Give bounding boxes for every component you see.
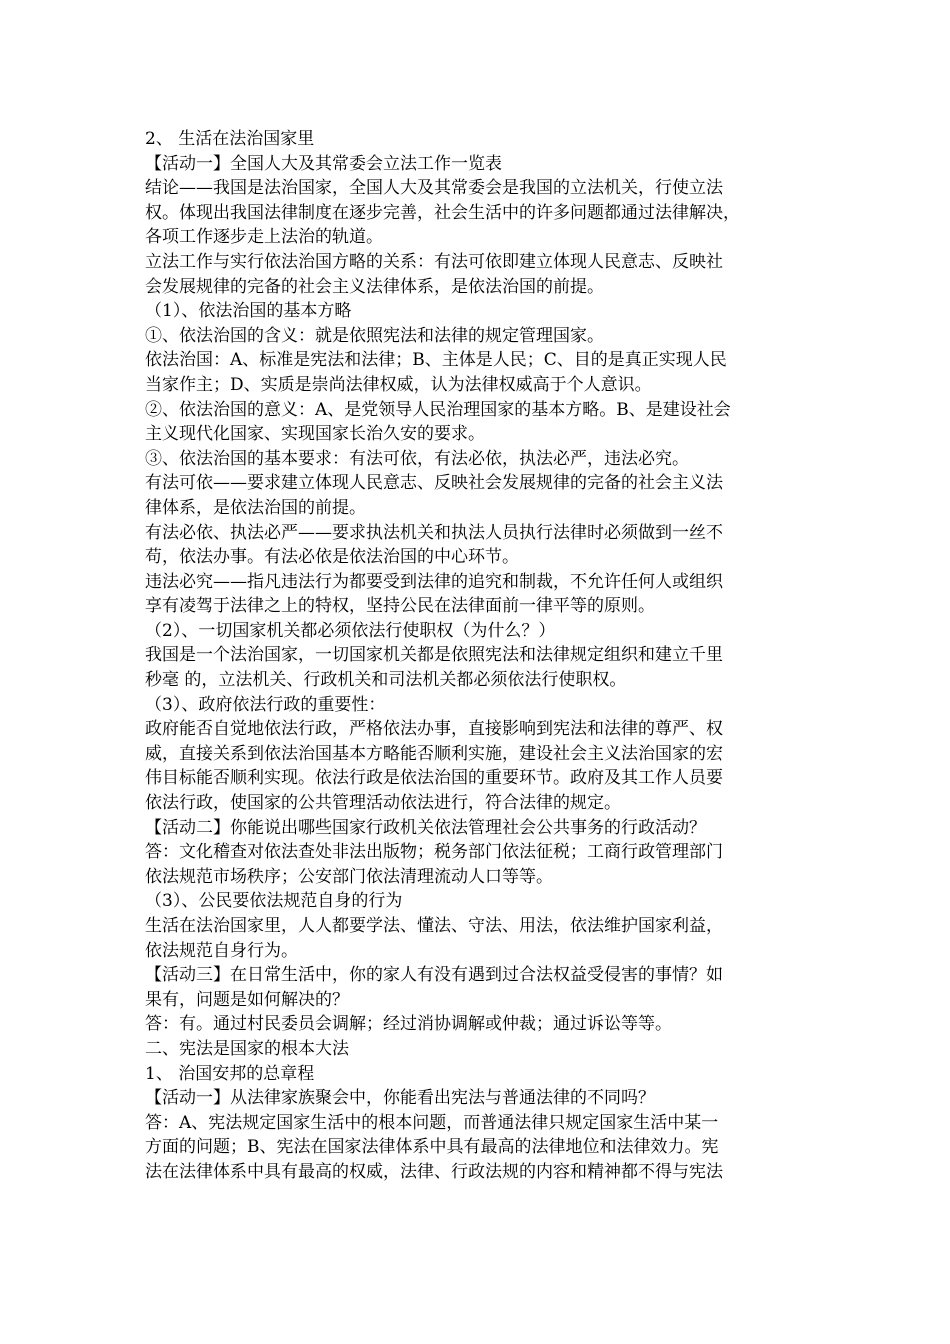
text-line: 有法可依——要求建立体现人民意志、反映社会发展规律的完备的社会主义法 — [145, 473, 723, 494]
text-line: 方面的问题；B、宪法在国家法律体系中具有最高的法律地位和法律效力。宪 — [145, 1137, 719, 1158]
text-line: 法在法律体系中具有最高的权威，法律、行政法规的内容和精神都不得与宪法 — [145, 1161, 723, 1182]
text-line: 答：文化稽查对依法查处非法出版物；税务部门依法征税；工商行政管理部门 — [145, 842, 723, 863]
text-line: 1、 治国安邦的总章程 — [145, 1063, 315, 1084]
text-line: 威，直接关系到依法治国基本方略能否顺利实施，建设社会主义法治国家的宏 — [145, 743, 723, 764]
text-line: 【活动二】你能说出哪些国家行政机关依法管理社会公共事务的行政活动？ — [145, 817, 706, 838]
text-line: 【活动一】从法律家族聚会中，你能看出宪法与普通法律的不同吗？ — [145, 1088, 655, 1109]
text-line: 享有凌驾于法律之上的特权，坚持公民在法律面前一律平等的原则。 — [145, 596, 655, 617]
text-line: 秒毫 的，立法机关、行政机关和司法机关都必须依法行使职权。 — [145, 670, 627, 691]
text-line: 果有，问题是如何解决的？ — [145, 989, 349, 1010]
text-line: ③、依法治国的基本要求：有法可依，有法必依，执法必严，违法必究。 — [145, 448, 689, 469]
text-line: 会发展规律的完备的社会主义法律体系，是依法治国的前提。 — [145, 276, 604, 297]
text-line: 二、宪法是国家的根本大法 — [145, 1038, 349, 1059]
text-line: 2、 生活在法治国家里 — [145, 129, 315, 149]
text-line: 伟目标能否顺利实现。依法行政是依法治国的重要环节。政府及其工作人员要 — [145, 768, 723, 789]
text-line: 答：有。通过村民委员会调解；经过消协调解或仲裁；通过诉讼等等。 — [145, 1014, 672, 1035]
text-line: 答：A、宪法规定国家生活中的根本问题，而普通法律只规定国家生活中某一 — [145, 1112, 719, 1133]
text-line: 苟，依法办事。有法必依是依法治国的中心环节。 — [145, 547, 519, 568]
text-line: 依法规范自身行为。 — [145, 940, 298, 961]
document-body — [145, 127, 809, 1185]
text-line: （2）、一切国家机关都必须依法行使职权（为什么？） — [145, 620, 556, 641]
text-line: （1）、依法治国的基本方略 — [145, 301, 352, 322]
text-line: 当家作主；D、实质是崇尚法律权威，认为法律权威高于个人意识。 — [145, 374, 652, 395]
text-line: 各项工作逐步走上法治的轨道。 — [145, 227, 383, 248]
text-line: ②、依法治国的意义：A、是党领导人民治理国家的基本方略。B、是建设社会 — [145, 399, 731, 420]
text-line: ①、依法治国的含义：就是依照宪法和法律的规定管理国家。 — [145, 325, 604, 346]
text-line: （3）、公民要依法规范自身的行为 — [145, 891, 403, 912]
text-line: 政府能否自觉地依法行政，严格依法办事，直接影响到宪法和法律的尊严、权 — [145, 719, 723, 740]
text-line: 权。体现出我国法律制度在逐步完善，社会生活中的许多问题都通过法律解决， — [145, 202, 740, 223]
text-line: 结论——我国是法治国家，全国人大及其常委会是我国的立法机关，行使立法 — [145, 178, 723, 199]
text-line: 违法必究——指凡违法行为都要受到法律的追究和制裁，不允许任何人或组织 — [145, 571, 723, 592]
text-line: 主义现代化国家、实现国家长治久安的要求。 — [145, 424, 485, 445]
text-line: 生活在法治国家里，人人都要学法、懂法、守法、用法，依法维护国家利益， — [145, 916, 723, 936]
text-line: 依法行政，使国家的公共管理活动依法进行，符合法律的规定。 — [145, 793, 621, 814]
text-line: 有法必依、执法必严——要求执法机关和执法人员执行法律时必须做到一丝不 — [145, 522, 723, 543]
text-line: 我国是一个法治国家，一切国家机关都是依照宪法和法律规定组织和建立千里 — [145, 645, 723, 666]
text-line: （3）、政府依法行政的重要性： — [145, 694, 386, 715]
text-line: 律体系，是依法治国的前提。 — [145, 497, 366, 518]
text-line: 依法治国：A、标准是宪法和法律；B、主体是人民；C、目的是真正实现人民 — [145, 350, 727, 371]
text-line: 【活动一】全国人大及其常委会立法工作一览表 — [145, 153, 502, 174]
text-line: 【活动三】在日常生活中，你的家人有没有遇到过合法权益受侵害的事情？如 — [145, 965, 723, 986]
text-line: 依法规范市场秩序；公安部门依法清理流动人口等等。 — [145, 866, 553, 887]
text-line: 立法工作与实行依法治国方略的关系：有法可依即建立体现人民意志、反映社 — [145, 251, 723, 272]
